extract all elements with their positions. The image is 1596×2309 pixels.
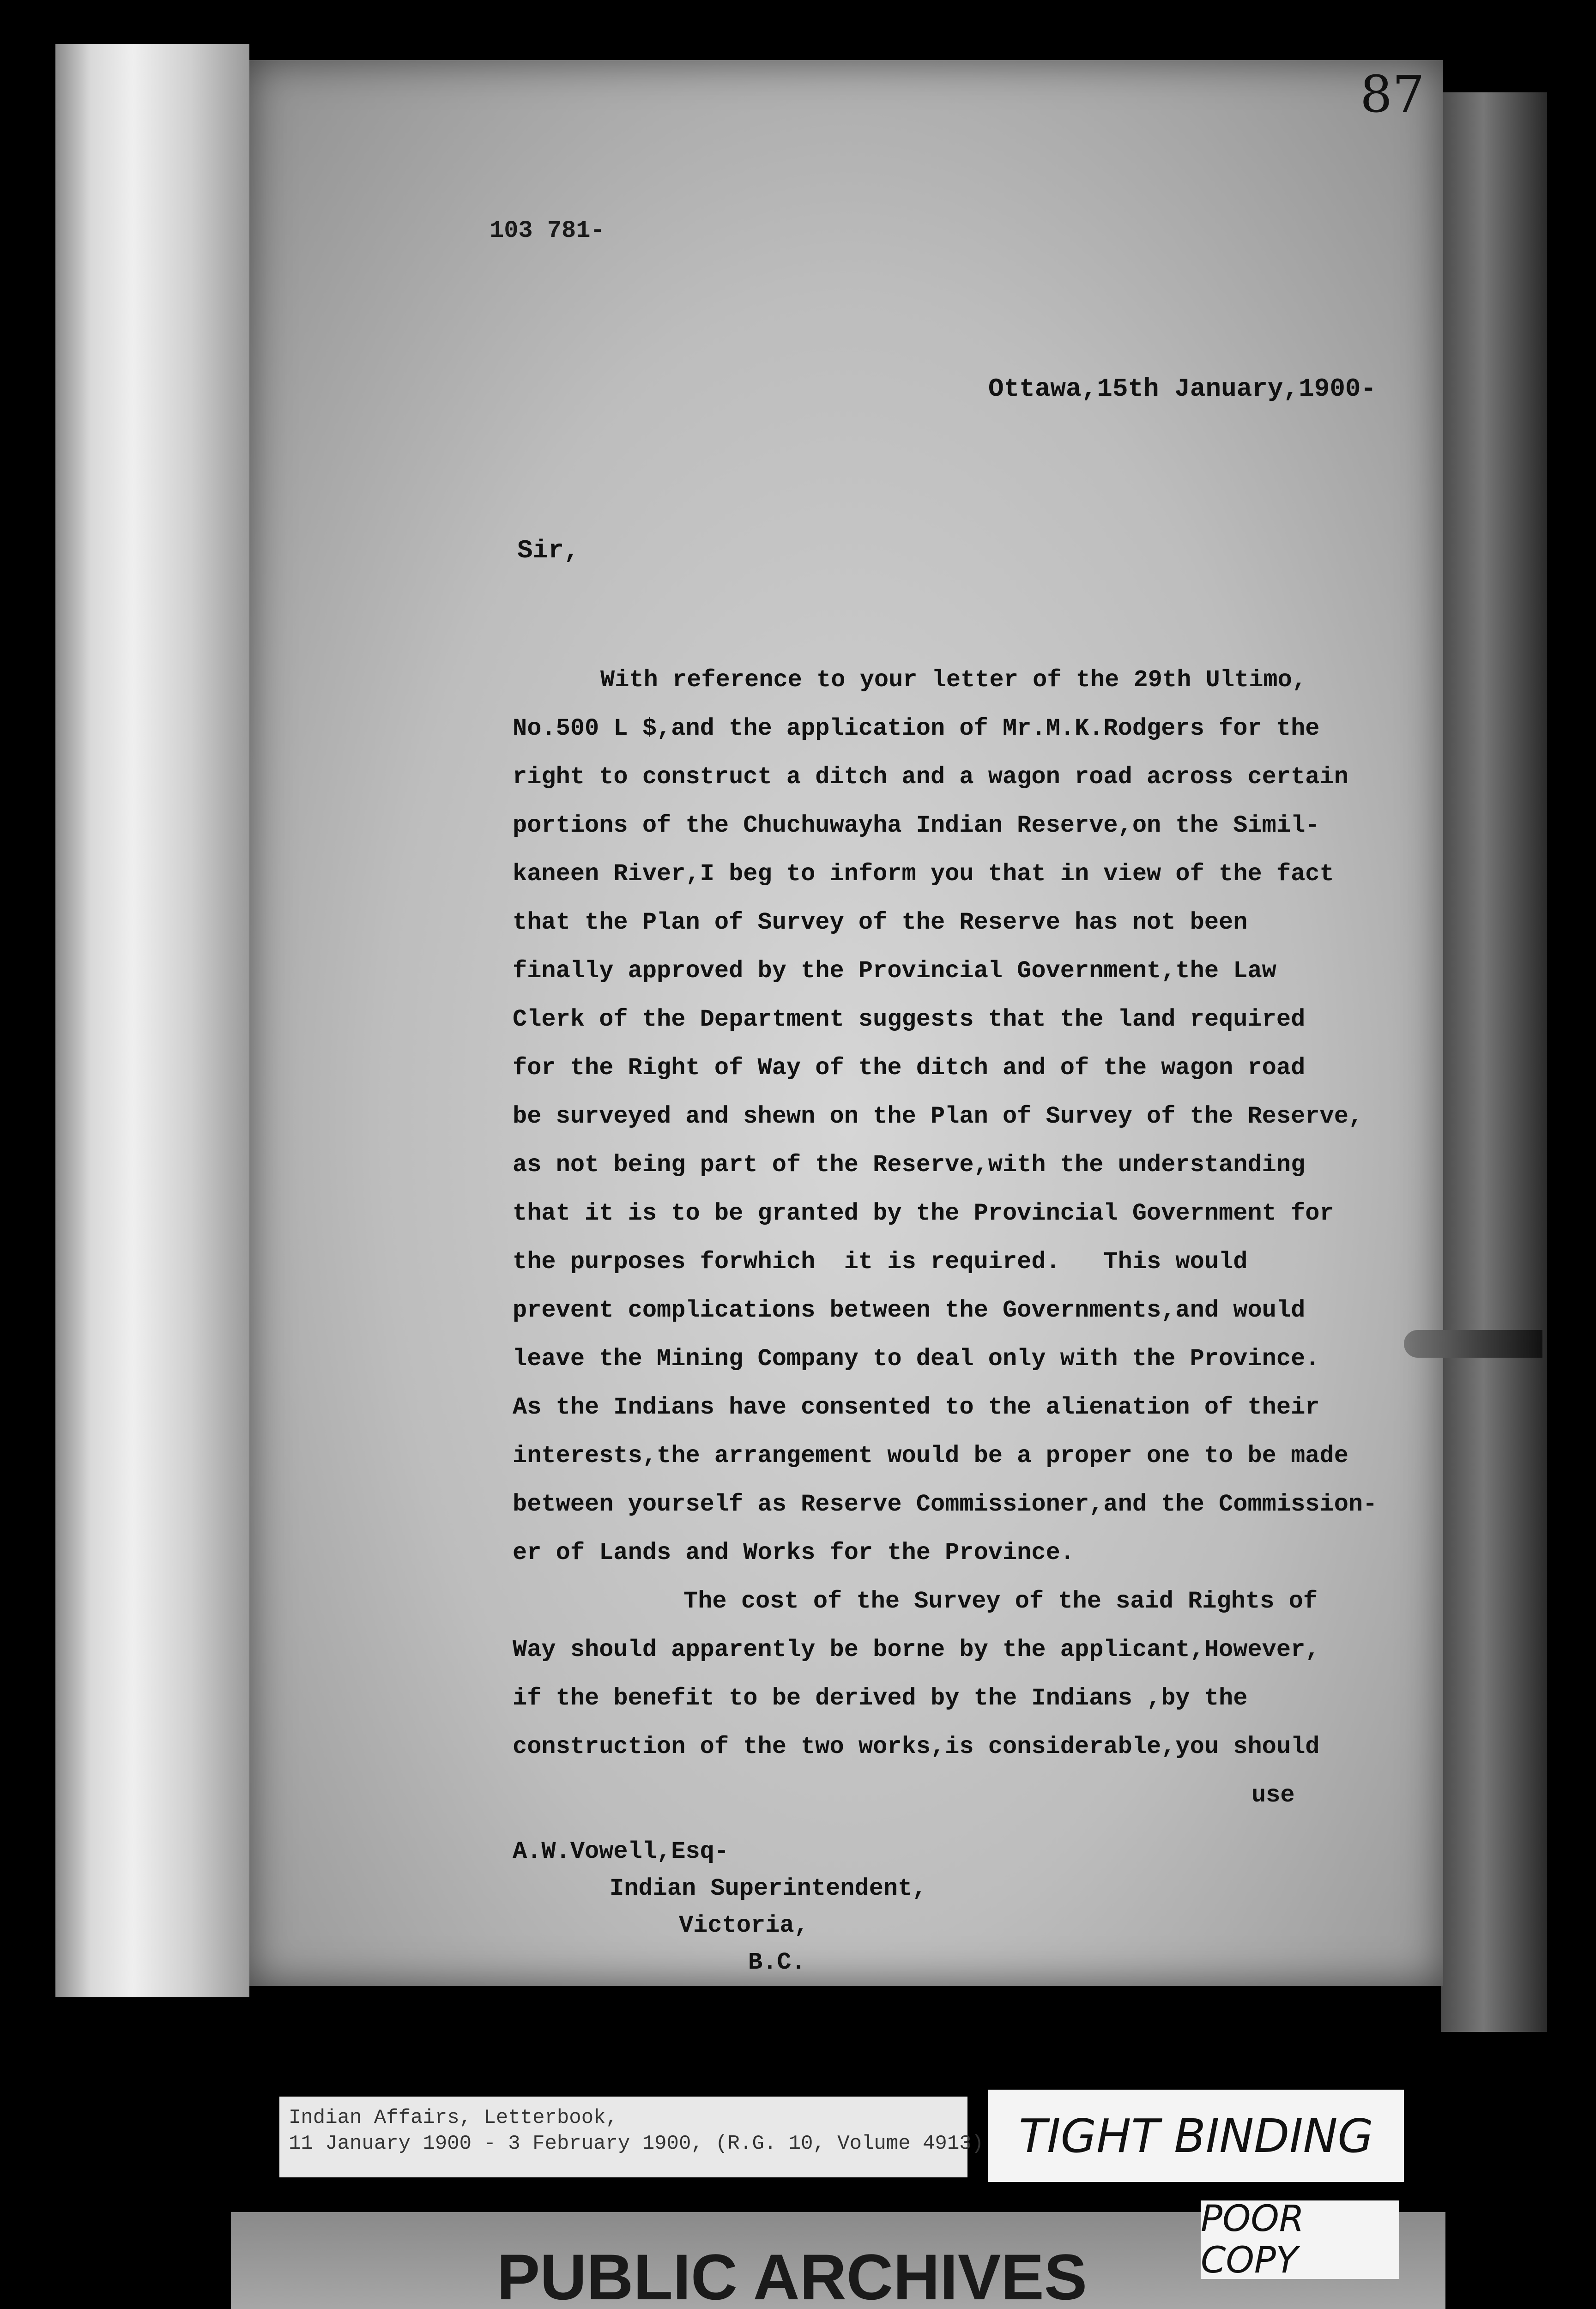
body-line: that the Plan of Survey of the Reserve has not been (513, 909, 1248, 936)
body-line: portions of the Chuchuwayha Indian Reserve,on the Simil- (513, 812, 1320, 839)
reference-number: 103 781- (490, 217, 605, 244)
body-line: for the Right of Way of the ditch and of the wagon road (513, 1054, 1306, 1082)
body-line: construction of the two works,is considerable,you should (513, 1733, 1320, 1760)
letter-body (513, 656, 1445, 1819)
body-line: The cost of the Survey of the said Rights of (683, 1588, 1318, 1615)
body-line: Way should apparently be borne by the applicant,However, (513, 1636, 1320, 1663)
body-line: as not being part of the Reserve,with the understanding (513, 1151, 1306, 1179)
page-number: 87 (1360, 65, 1425, 124)
paper-clip (1404, 1330, 1542, 1358)
tight-binding-note: TIGHT BINDING (988, 2090, 1404, 2182)
page-stack-edge (1441, 92, 1547, 2032)
body-line: if the benefit to be derived by the Indians ,by the (513, 1685, 1248, 1712)
salutation: Sir, (517, 536, 580, 565)
archive-label (279, 2097, 984, 2177)
address-block (513, 1833, 927, 1981)
poor-copy-note: POOR COPY (1201, 2200, 1399, 2279)
body-line: right to construct a ditch and a wagon road across certain (513, 763, 1348, 791)
addressee-name: A.W.Vowell,Esq- (513, 1838, 729, 1865)
body-line: leave the Mining Company to deal only with the Province. (513, 1345, 1320, 1372)
body-line: the purposes forwhich it is required. This would (513, 1248, 1248, 1275)
body-line: between yourself as Reserve Commissioner,and the Commission- (513, 1491, 1378, 1518)
body-line: prevent complications between the Governments,and would (513, 1297, 1306, 1324)
body-line: use (1251, 1782, 1295, 1809)
body-line: Clerk of the Department suggests that the land required (513, 1006, 1306, 1033)
body-line: finally approved by the Provincial Government,the Law (513, 957, 1276, 985)
archive-label-line: 11 January 1900 - 3 February 1900, (R.G. 10, Volume 4913) (289, 2132, 984, 2155)
body-line: that it is to be granted by the Provincial Government for (513, 1200, 1334, 1227)
body-line: No.500 L $,and the application of Mr.M.K.Rodgers for the (513, 715, 1320, 742)
addressee-province: B.C. (748, 1949, 806, 1976)
binding-strip (55, 44, 249, 1997)
archive-label-line: Indian Affairs, Letterbook, (289, 2106, 618, 2129)
addressee-title: Indian Superintendent, (610, 1875, 927, 1902)
body-line: With reference to your letter of the 29th Ultimo, (600, 666, 1307, 694)
body-line: As the Indians have consented to the alienation of their (513, 1394, 1320, 1421)
letter-page (249, 60, 1443, 1986)
body-line: kaneen River,I beg to inform you that in view of the fact (513, 860, 1334, 888)
addressee-city: Victoria, (679, 1912, 809, 1939)
body-line: be surveyed and shewn on the Plan of Survey of the Reserve, (513, 1103, 1363, 1130)
body-line: er of Lands and Works for the Province. (513, 1539, 1075, 1566)
date-line: Ottawa,15th January,1900- (988, 374, 1377, 404)
body-line: interests,the arrangement would be a proper one to be made (513, 1442, 1348, 1469)
banner-line-english: PUBLIC ARCHIVES (496, 2241, 1088, 2309)
